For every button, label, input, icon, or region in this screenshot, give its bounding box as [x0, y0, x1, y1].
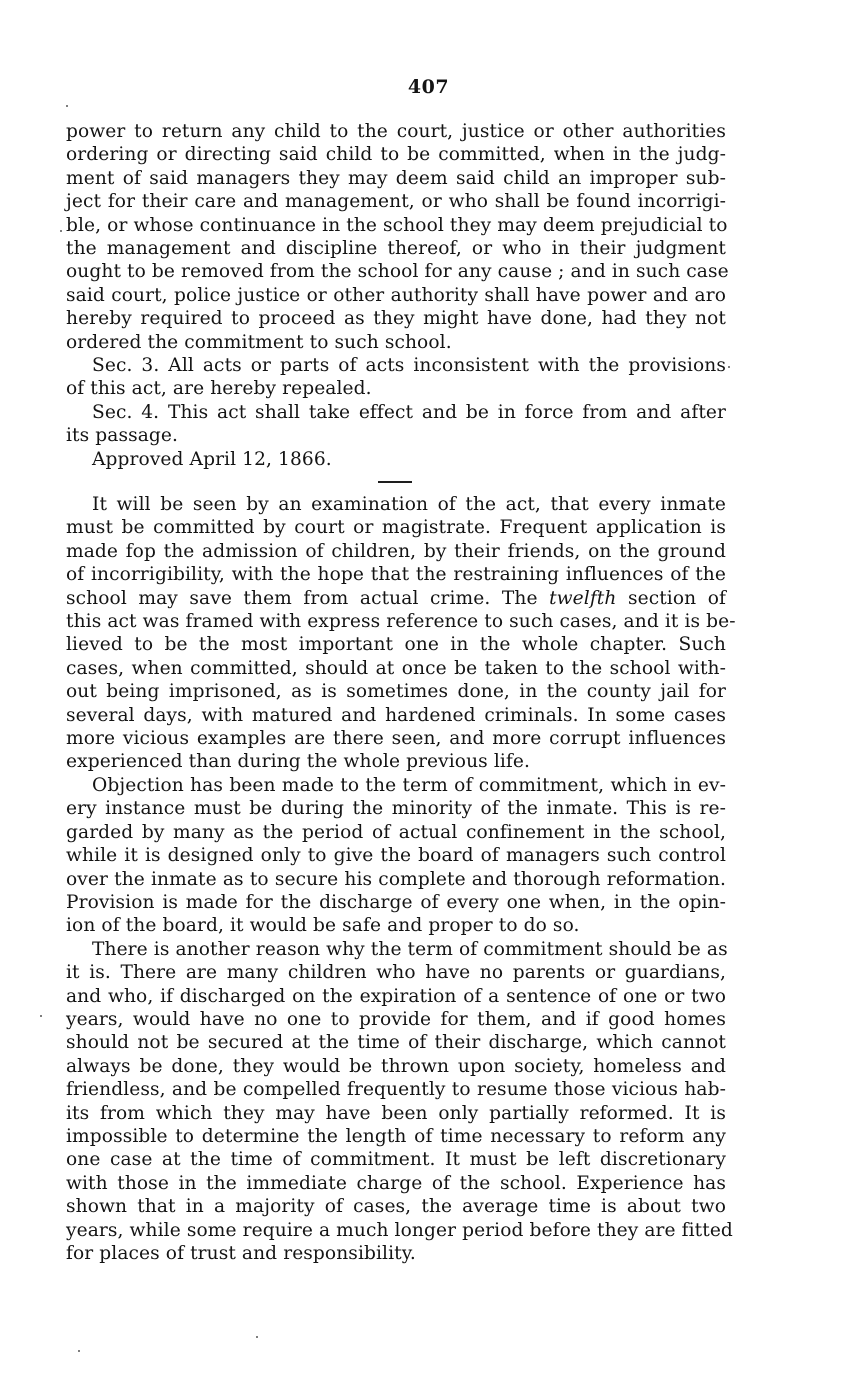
commentary-line: lieved to be the most important one in the whole chapter. Such	[66, 634, 726, 656]
commentary-line	[66, 587, 726, 610]
commentary-line: out being imprisoned, as is sometimes done, in the county jail for	[66, 681, 726, 703]
act-line: ordered the commitment to such school.	[66, 331, 452, 353]
commentary-line: while it is designed only to give the board of managers such control	[66, 845, 726, 867]
commentary-line: over the inmate as to secure his complete and thorough reformation.	[66, 868, 726, 890]
commentary-line: several days, with matured and hardened criminals. In some cases	[66, 704, 726, 726]
emphasis-text: twelfth	[549, 587, 617, 609]
commentary-line: its from which they may have been only partially reformed. It is	[66, 1102, 726, 1124]
commentary-line: one case at the time of commitment. It must be left discretionary	[66, 1149, 726, 1171]
commentary-text: school may save them from actual crime. The	[66, 587, 538, 609]
print-speck	[66, 105, 68, 107]
commentary-line: friendless, and be compelled frequently to resume those vicious hab-	[66, 1079, 726, 1101]
section-4-line: its passage.	[66, 425, 179, 447]
commentary-line: for places of trust and responsibility.	[66, 1243, 416, 1264]
commentary-line: always be done, they would be thrown upon society, homeless and	[66, 1055, 726, 1077]
act-line: said court, police justice or other authority shall have power and aro	[66, 284, 726, 306]
commentary-line: experienced than during the whole previous life.	[66, 751, 531, 773]
commentary-line: It will be seen by an examination of the act, that every inmate	[92, 494, 726, 515]
commentary-text: section of	[627, 587, 726, 609]
section-3-line: of this act, are hereby repealed.	[66, 378, 372, 400]
approval-date: Approved April 12, 1866.	[92, 448, 332, 470]
commentary-line: years, would have no one to provide for them, and if good homes	[66, 1008, 726, 1030]
commentary-line: of incorrigibility, with the hope that the restraining influences of the	[66, 564, 726, 586]
act-line: the management and discipline thereof, or who in their judgment	[66, 238, 726, 260]
commentary-line: years, while some require a much longer period before they are fitted	[66, 1219, 733, 1241]
commentary-line: ery instance must be during the minority of the inmate. This is re-	[66, 798, 726, 820]
commentary-line: impossible to determine the length of time necessary to reform any	[66, 1125, 726, 1147]
commentary-line: ion of the board, it would be safe and proper to do so.	[66, 915, 580, 937]
act-text-block	[66, 120, 729, 471]
act-line: ordering or directing said child to be committed, when in the judg-	[66, 144, 726, 166]
act-line: ble, or whose continuance in the school they may deem prejudicial to	[66, 214, 728, 236]
commentary-line: this act was framed with express reference to such cases, and it is be-	[66, 611, 736, 633]
commentary-line: more vicious examples are there seen, and more corrupt influences	[66, 728, 726, 750]
commentary-line: garded by many as the period of actual confinement in the school,	[66, 821, 726, 843]
commentary-line: There is another reason why the term of commitment should be as	[92, 938, 728, 960]
act-line: ment of said managers they may deem said child an improper sub-	[66, 167, 726, 189]
print-speck	[728, 366, 730, 368]
section-divider	[378, 481, 412, 483]
commentary-line: must be committed by court or magistrate. Frequent application is	[66, 517, 726, 539]
print-speck	[256, 1336, 258, 1338]
print-speck	[60, 230, 62, 232]
act-line: ject for their care and management, or who shall be found incorrigi-	[66, 191, 726, 213]
commentary-line: made fop the admission of children, by their friends, on the ground	[66, 540, 726, 562]
commentary-line: Objection has been made to the term of commitment, which in ev-	[92, 774, 726, 796]
act-line: ought to be removed from the school for any cause ; and in such case	[66, 261, 729, 283]
print-speck	[78, 1350, 80, 1352]
act-line: power to return any child to the court, justice or other authorities	[66, 121, 726, 142]
print-speck	[40, 1015, 42, 1017]
section-3-line: Sec. 3. All acts or parts of acts inconsistent with the provisions	[92, 355, 726, 377]
commentary-line: shown that in a majority of cases, the average time is about two	[66, 1196, 726, 1218]
commentary-line: cases, when committed, should at once be taken to the school with-	[66, 657, 726, 679]
page-number: 407	[407, 76, 450, 98]
commentary-line: Provision is made for the discharge of every one when, in the opin-	[66, 891, 726, 913]
commentary-block	[66, 493, 736, 1265]
commentary-line: it is. There are many children who have no parents or guardians,	[66, 962, 726, 984]
act-line: hereby required to proceed as they might have done, had they not	[66, 308, 726, 330]
commentary-line: should not be secured at the time of their discharge, which cannot	[66, 1032, 726, 1054]
commentary-line: and who, if discharged on the expiration of a sentence of one or two	[66, 985, 726, 1007]
section-4-line: Sec. 4. This act shall take effect and be in force from and after	[92, 401, 726, 423]
commentary-line: with those in the immediate charge of the school. Experience has	[66, 1172, 726, 1194]
